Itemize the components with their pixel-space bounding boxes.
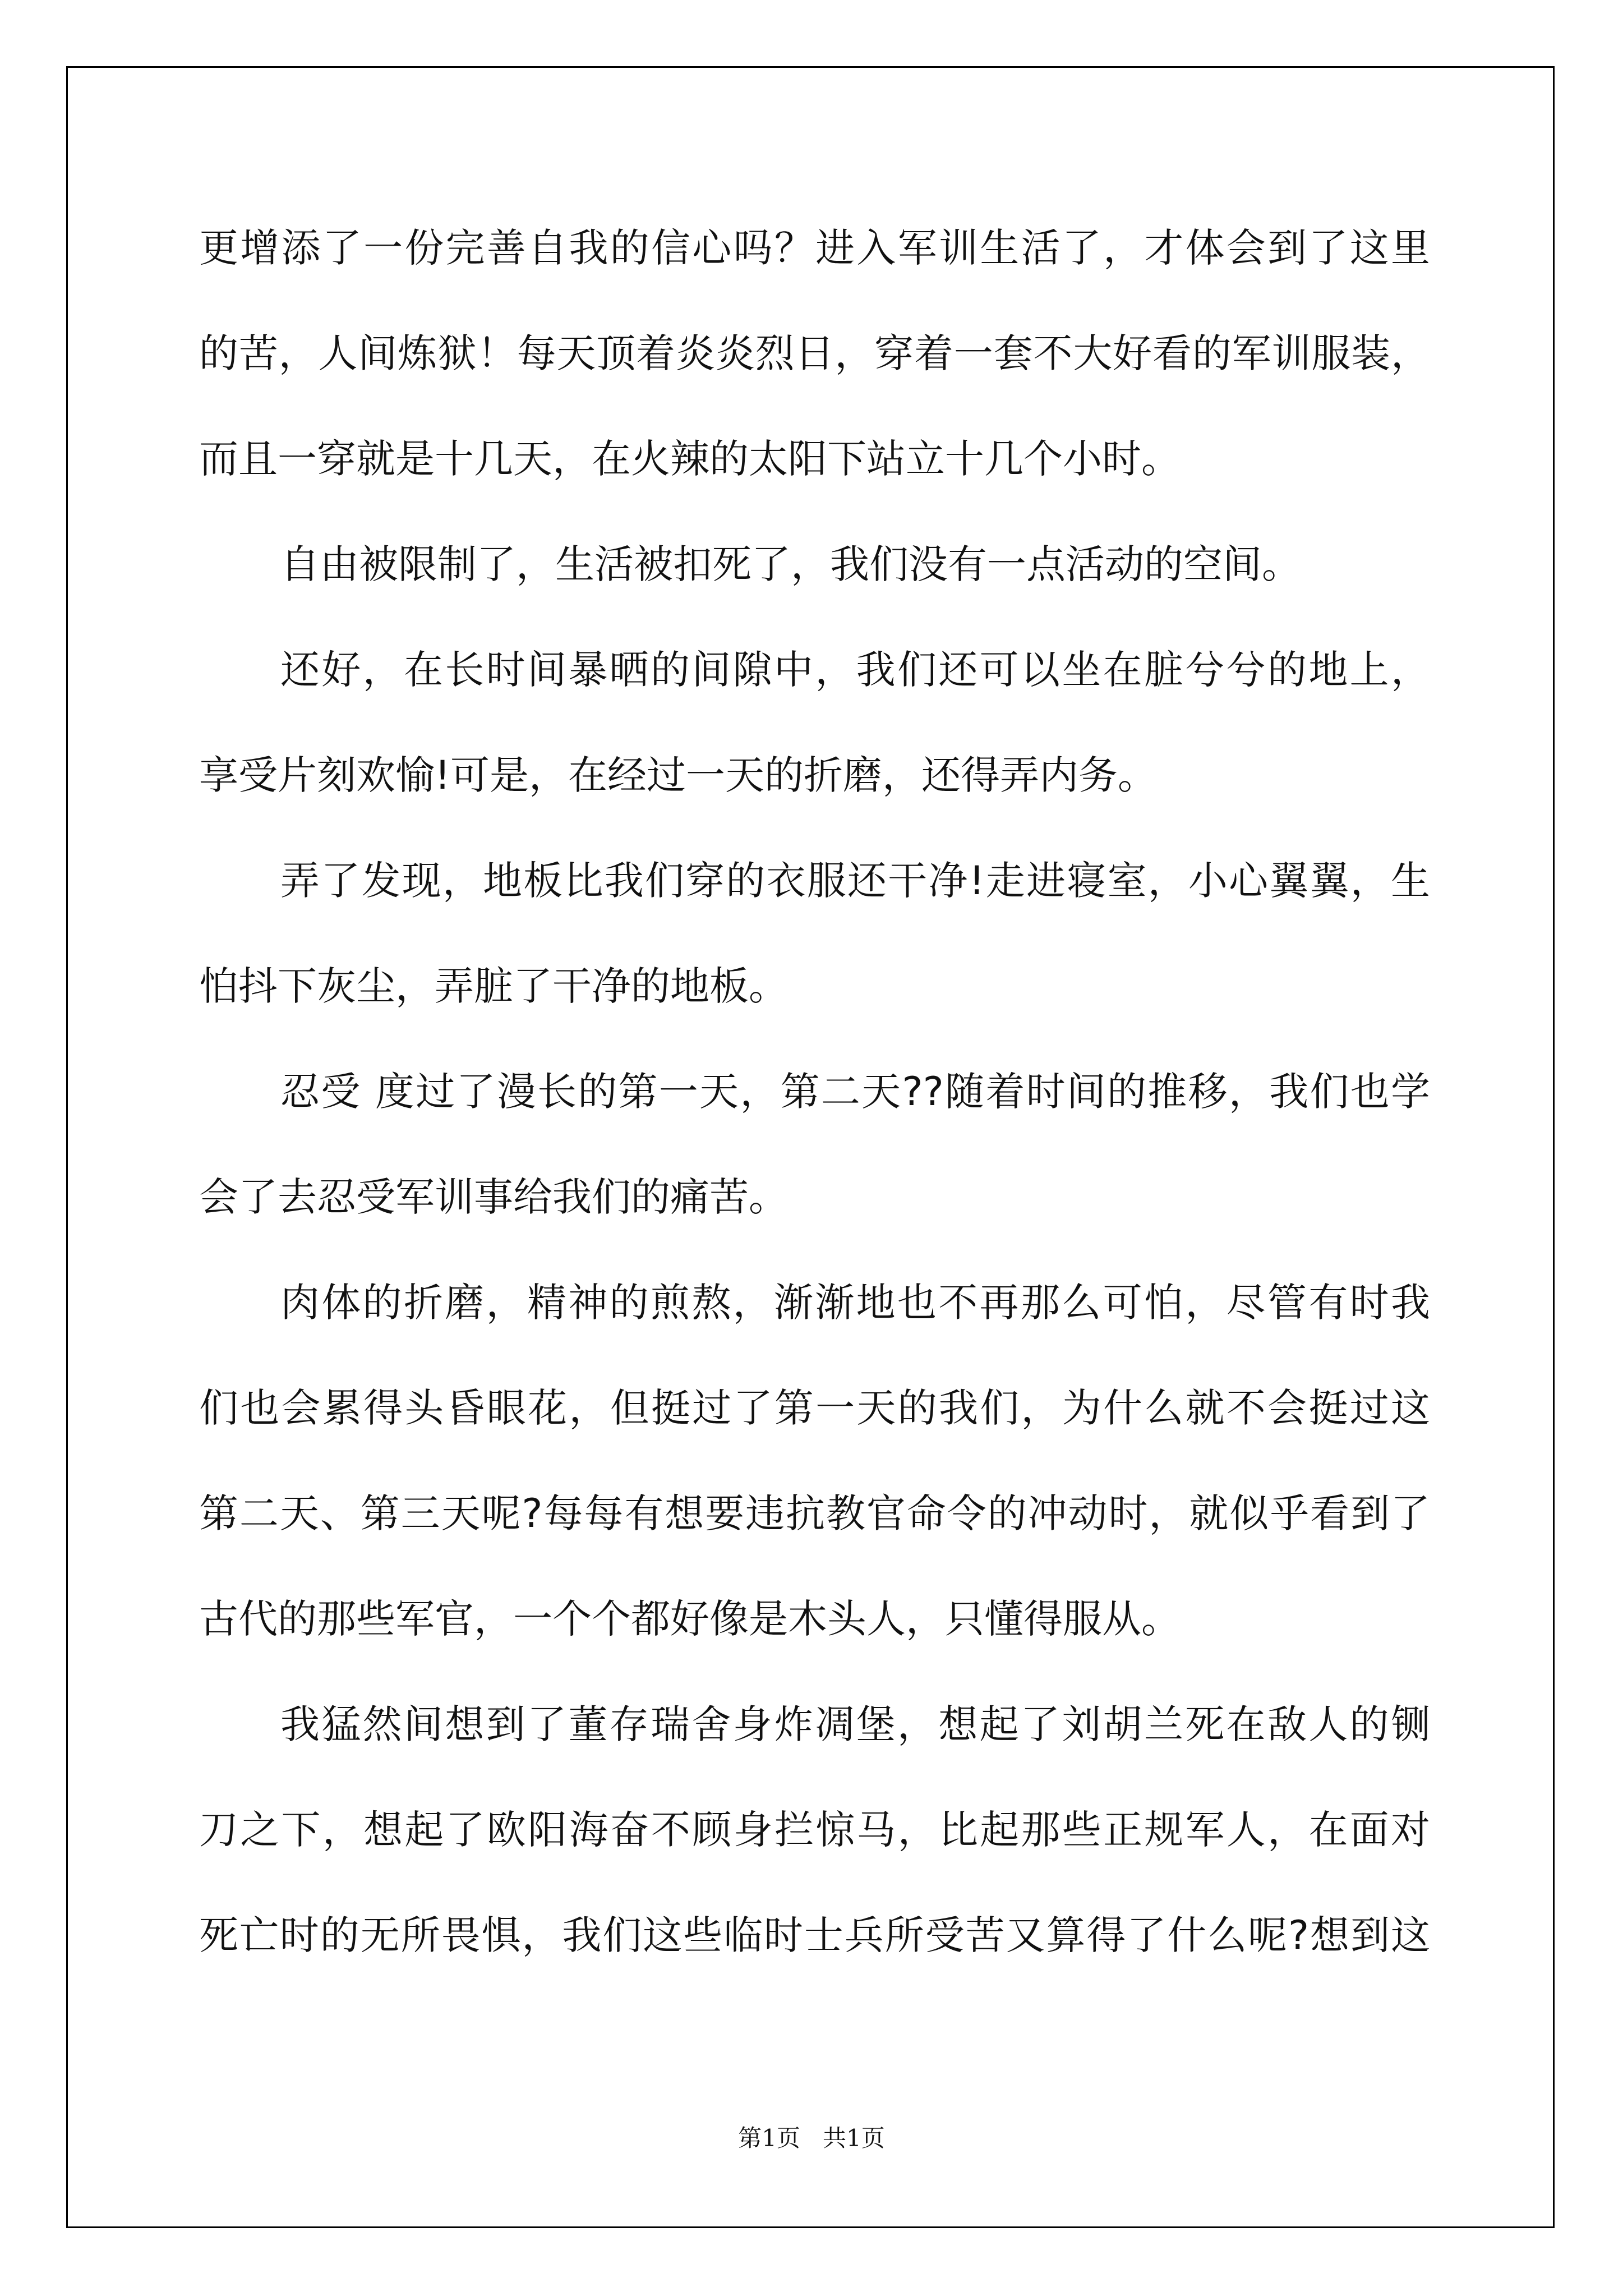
text-line: 死亡时的无所畏惧，我们这些临时士兵所受苦又算得了什么呢?想到这 xyxy=(199,1912,1430,1958)
page-border xyxy=(66,66,1555,2228)
text-line: 怕抖下灰尘，弄脏了干净的地板。 xyxy=(199,963,788,1009)
text-line: 会了去忍受军训事给我们的痛苦。 xyxy=(199,1174,788,1220)
text-line: 而且一穿就是十几天，在火辣的太阳下站立十几个小时。 xyxy=(199,436,1181,482)
paragraph-first-line: 我猛然间想到了董存瑞舍身炸凋堡，想起了刘胡兰死在敌人的铡 xyxy=(280,1701,1430,1747)
paragraph-first-line: 自由被限制了，生活被扣死了，我们没有一点活动的空间。 xyxy=(280,541,1301,587)
text-line: 更增添了一份完善自我的信心吗？进入军训生活了，才体会到了这里 xyxy=(199,225,1430,271)
text-line: 享受片刻欢愉!可是，在经过一天的折磨，还得弄内务。 xyxy=(199,752,1158,798)
text-line: 古代的那些军官，一个个都好像是木头人，只懂得服从。 xyxy=(199,1596,1181,1642)
paragraph-first-line: 忍受 度过了漫长的第一天，第二天??随着时间的推移，我们也学 xyxy=(280,1069,1430,1115)
text-line: 第二天、第三天呢?每每有想要违抗教官命令的冲动时，就似乎看到了 xyxy=(199,1490,1430,1536)
page-number-footer: 第1页 共1页 xyxy=(738,2124,885,2152)
text-line: 的苦，人间炼狱！每天顶着炎炎烈日，穿着一套不大好看的军训服装， xyxy=(199,330,1430,376)
text-line: 刀之下，想起了欧阳海奋不顾身拦惊马，比起那些正规军人，在面对 xyxy=(199,1807,1430,1853)
paragraph-first-line: 肉体的折磨，精神的煎熬，渐渐地也不再那么可怕，尽管有时我 xyxy=(280,1280,1430,1326)
paragraph-first-line: 弄了发现，地板比我们穿的衣服还干净!走进寝室，小心翼翼，生 xyxy=(280,858,1430,904)
text-line: 们也会累得头昏眼花，但挺过了第一天的我们，为什么就不会挺过这 xyxy=(199,1385,1430,1431)
paragraph-first-line: 还好，在长时间暴晒的间隙中，我们还可以坐在脏兮兮的地上， xyxy=(280,647,1430,693)
